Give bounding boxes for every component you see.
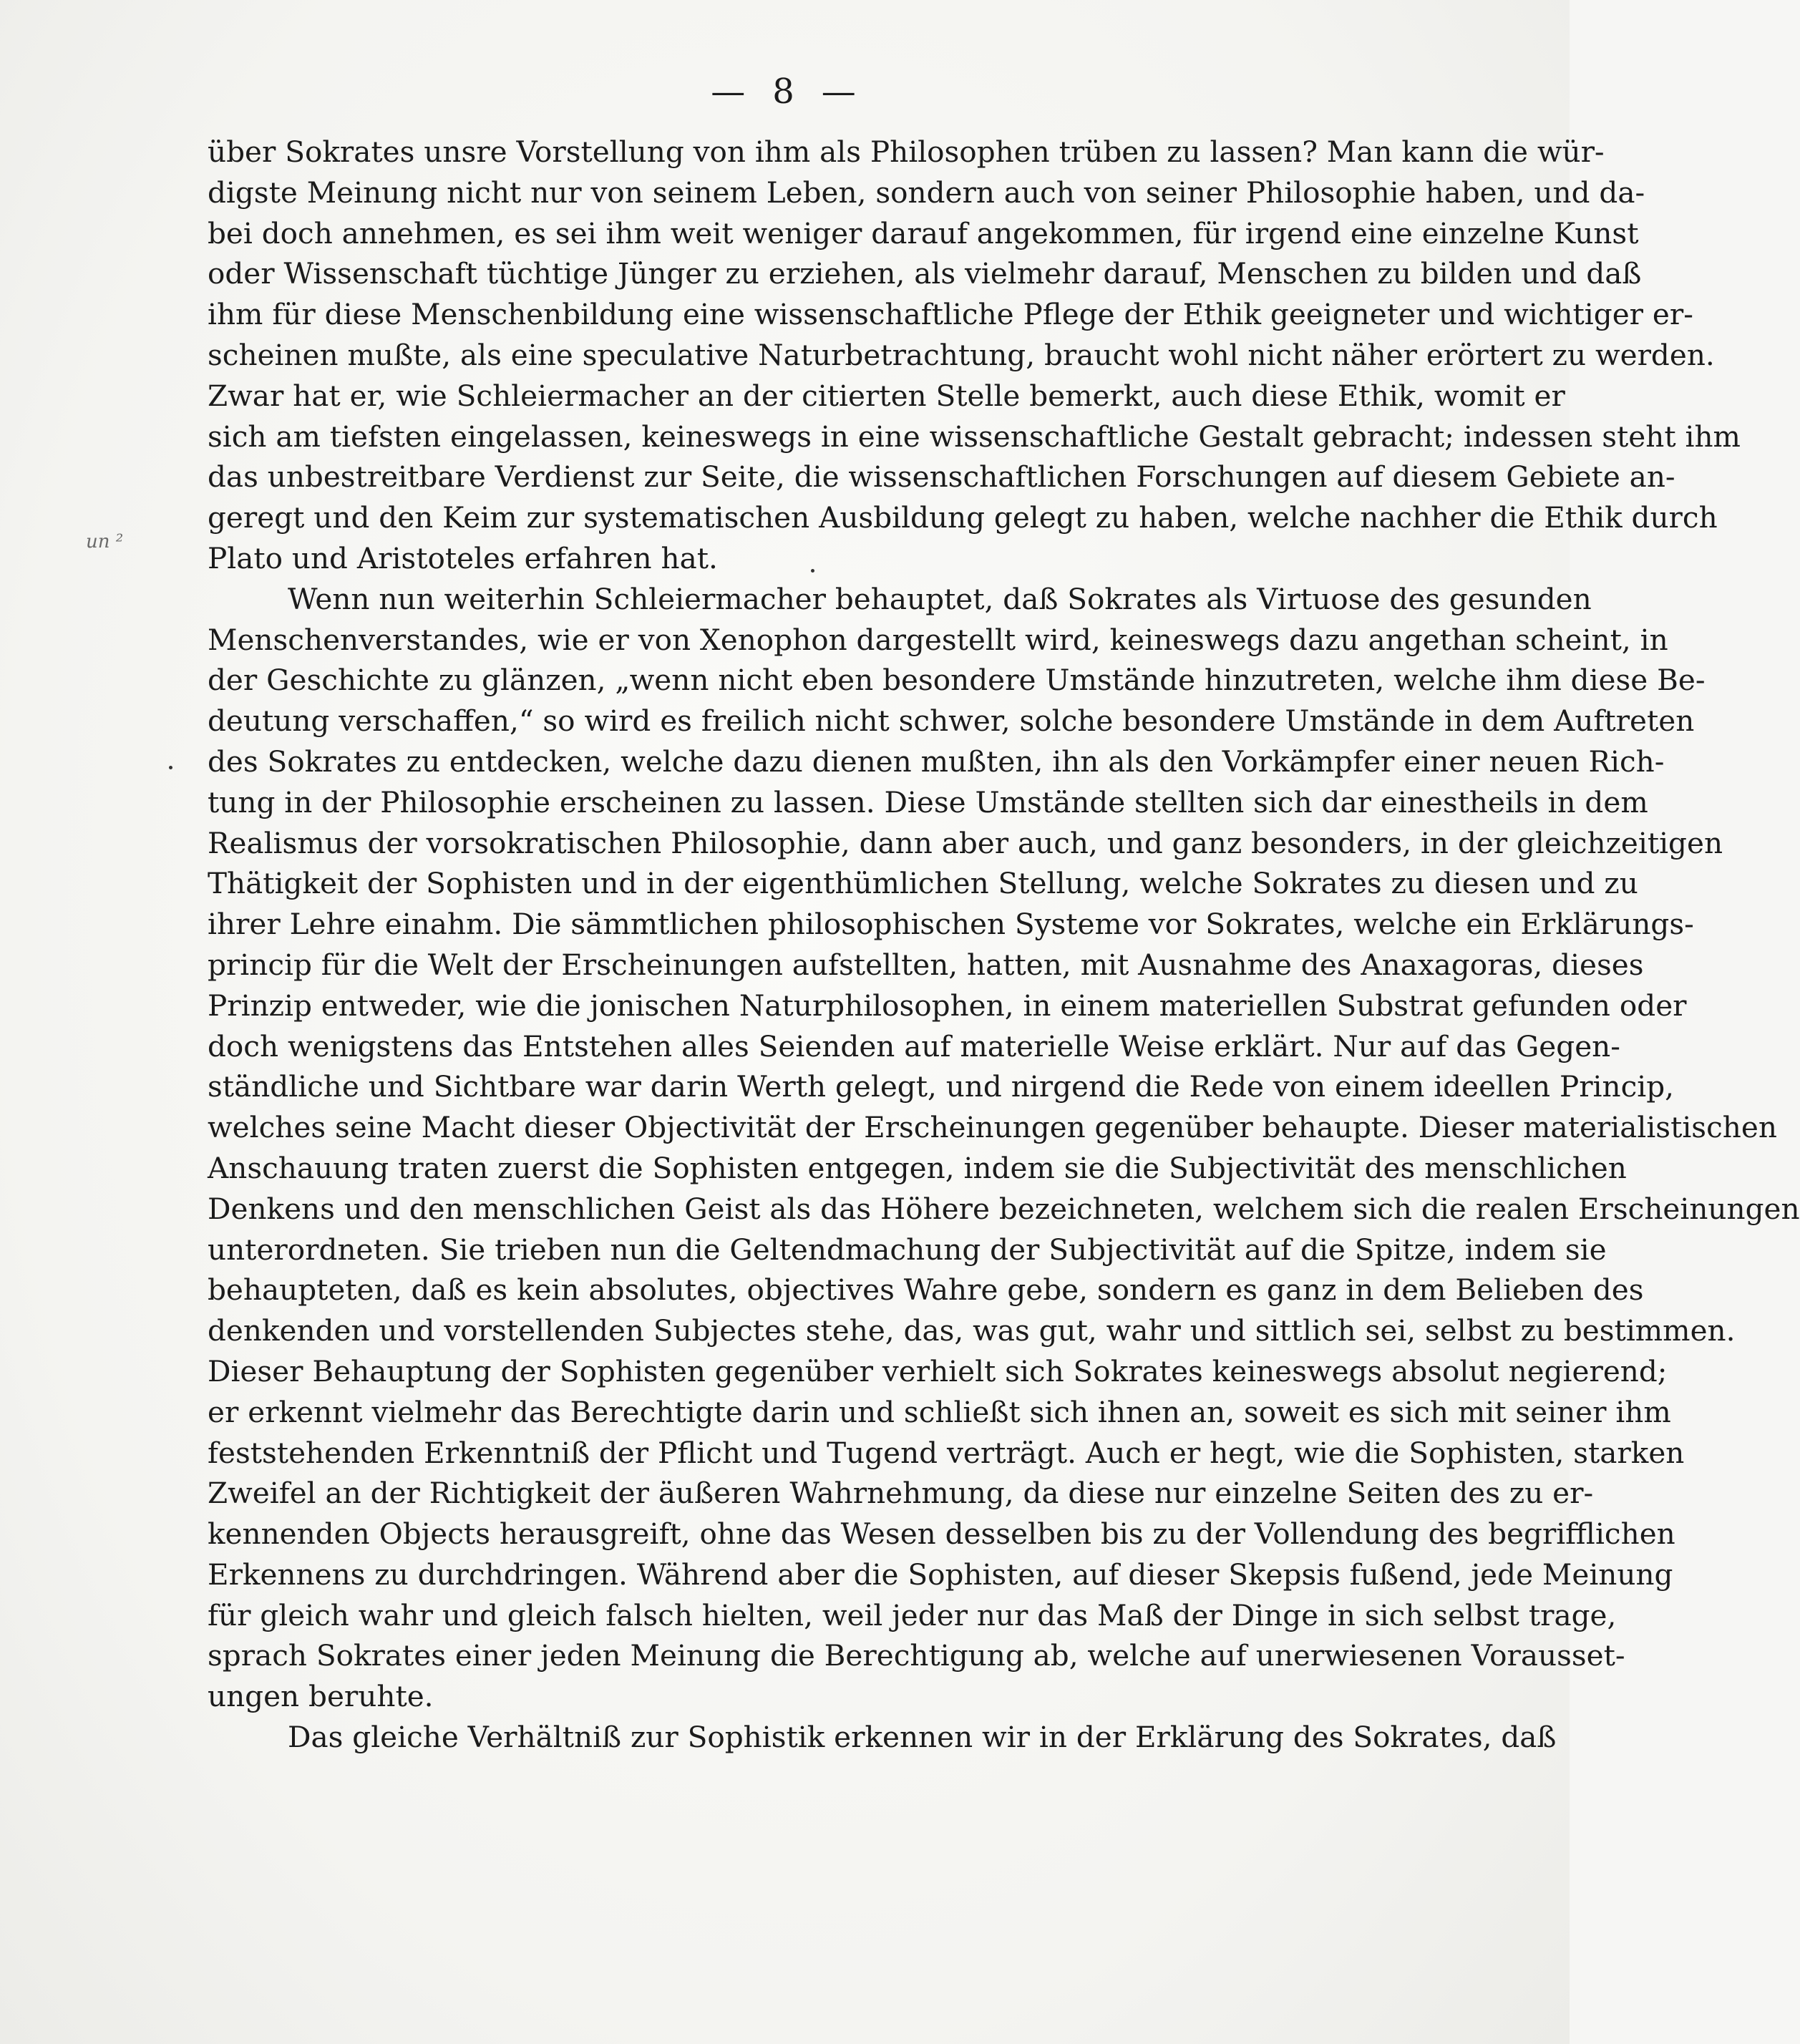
ink-dot <box>169 766 172 769</box>
text-line: digste Meinung nicht nur von seinem Leben, sondern auch von seiner Philosophie haben, und da- <box>208 175 1645 210</box>
text-line: denkenden und vorstellenden Subjectes stehe, das, was gut, wahr und sittlich sei, selbst zu bestimmen. <box>208 1313 1736 1348</box>
text-line: kennenden Objects herausgreift, ohne das Wesen desselben bis zu der Vollendung des begrifflichen <box>208 1517 1675 1552</box>
margin-annotation: un ² <box>86 531 124 553</box>
text-line: welches seine Macht dieser Objectivität der Erscheinungen gegenüber behaupte. Dieser materialistischen <box>208 1110 1777 1145</box>
text-line: feststehenden Erkenntniß der Pflicht und Tugend verträgt. Auch er hegt, wie die Sophisten, starken <box>208 1435 1685 1470</box>
text-line: für gleich wahr und gleich falsch hielten, weil jeder nur das Maß der Dinge in sich selbst trage, <box>208 1597 1617 1632</box>
text-line: oder Wissenschaft tüchtige Jünger zu erziehen, als vielmehr darauf, Menschen zu bilden und daß <box>208 256 1642 291</box>
text-line: ihm für diese Menschenbildung eine wissenschaftliche Pflege der Ethik geeigneter und wichtiger er- <box>208 297 1693 332</box>
text-line: Anschauung traten zuerst die Sophisten entgegen, indem sie die Subjectivität des menschlichen <box>208 1150 1627 1185</box>
text-line: ständliche und Sichtbare war darin Werth gelegt, und nirgend die Rede von einem ideellen Princip, <box>208 1069 1675 1104</box>
text-line: sich am tiefsten eingelassen, keineswegs in eine wissenschaftliche Gestalt gebracht; indessen steht ihm <box>208 419 1741 454</box>
body-text <box>208 132 1800 1758</box>
text-line: Prinzip entweder, wie die jonischen Naturphilosophen, in einem materiellen Substrat gefunden oder <box>208 988 1687 1023</box>
text-line: das unbestreitbare Verdienst zur Seite, die wissenschaftlichen Forschungen auf diesem Gebiete an- <box>208 459 1675 495</box>
text-line: über Sokrates unsre Vorstellung von ihm als Philosophen trüben zu lassen? Man kann die wür- <box>208 135 1605 169</box>
text-line: ungen beruhte. <box>208 1679 434 1714</box>
text-line: Realismus der vorsokratischen Philosophie, dann aber auch, und ganz besonders, in der gleichzeitigen <box>208 825 1723 860</box>
text-line: Erkennens zu durchdringen. Während aber die Sophisten, auf dieser Skepsis fußend, jede Meinung <box>208 1557 1673 1592</box>
text-line: Thätigkeit der Sophisten und in der eigenthümlichen Stellung, welche Sokrates zu diesen und zu <box>208 866 1638 901</box>
page-number-right-dash: — <box>821 72 859 112</box>
text-line: princip für die Welt der Erscheinungen aufstellten, hatten, mit Ausnahme des Anaxagoras, dieses <box>208 947 1644 982</box>
text-line: tung in der Philosophie erscheinen zu lassen. Diese Umstände stellten sich dar einestheils in dem <box>208 784 1648 819</box>
text-line: Das gleiche Verhältniß zur Sophistik erkennen wir in der Erklärung des Sokrates, daß <box>288 1720 1557 1755</box>
text-line: geregt und den Keim zur systematischen Ausbildung gelegt zu haben, welche nachher die Ethik durch <box>208 500 1718 535</box>
text-line: Zwar hat er, wie Schleiermacher an der citierten Stelle bemerkt, auch diese Ethik, womit er <box>208 378 1565 413</box>
text-line: des Sokrates zu entdecken, welche dazu dienen mußten, ihn als den Vorkämpfer einer neuen Rich- <box>208 744 1665 779</box>
page-number <box>0 72 1570 112</box>
text-line: scheinen mußte, als eine speculative Naturbetrachtung, braucht wohl nicht näher erörtert zu werden. <box>208 337 1715 372</box>
text-line: Wenn nun weiterhin Schleiermacher behauptet, daß Sokrates als Virtuose des gesunden <box>288 581 1592 616</box>
text-line: deutung verschaffen,“ so wird es freilich nicht schwer, solche besondere Umstände in dem Auftreten <box>208 704 1695 739</box>
text-line: unterordneten. Sie trieben nun die Geltendmachung der Subjectivität auf die Spitze, indem sie <box>208 1232 1607 1267</box>
text-line: Dieser Behauptung der Sophisten gegenüber verhielt sich Sokrates keineswegs absolut negierend; <box>208 1353 1668 1388</box>
text-line: Zweifel an der Richtigkeit der äußeren Wahrnehmung, da diese nur einzelne Seiten des zu er- <box>208 1476 1594 1511</box>
text-line: sprach Sokrates einer jeden Meinung die Berechtigung ab, welche auf unerwiesenen Vorausset- <box>208 1638 1625 1673</box>
text-line: behaupteten, daß es kein absolutes, objectives Wahre gebe, sondern es ganz in dem Belieben des <box>208 1272 1644 1308</box>
text-line: Plato und Aristoteles erfahren hat. <box>208 540 718 575</box>
text-line: der Geschichte zu glänzen, „wenn nicht eben besondere Umstände hinzutreten, welche ihm diese Be- <box>208 663 1706 698</box>
text-line: ihrer Lehre einahm. Die sämmtlichen philosophischen Systeme vor Sokrates, welche ein Erklärungs- <box>208 907 1694 942</box>
page-number-value: 8 <box>772 72 797 112</box>
text-line: bei doch annehmen, es sei ihm weit weniger darauf angekommen, für irgend eine einzelne Kunst <box>208 215 1639 250</box>
text-line: Denkens und den menschlichen Geist als das Höhere bezeichneten, welchem sich die realen Erscheinungen <box>208 1191 1800 1226</box>
text-line: Menschenverstandes, wie er von Xenophon dargestellt wird, keineswegs dazu angethan scheint, in <box>208 622 1668 657</box>
text-line: doch wenigstens das Entstehen alles Seienden auf materielle Weise erklärt. Nur auf das Gegen- <box>208 1028 1620 1064</box>
text-line: er erkennt vielmehr das Berechtigte darin und schließt sich ihnen an, soweit es sich mit seiner ihm <box>208 1394 1671 1429</box>
page-number-left-dash: — <box>711 72 749 112</box>
